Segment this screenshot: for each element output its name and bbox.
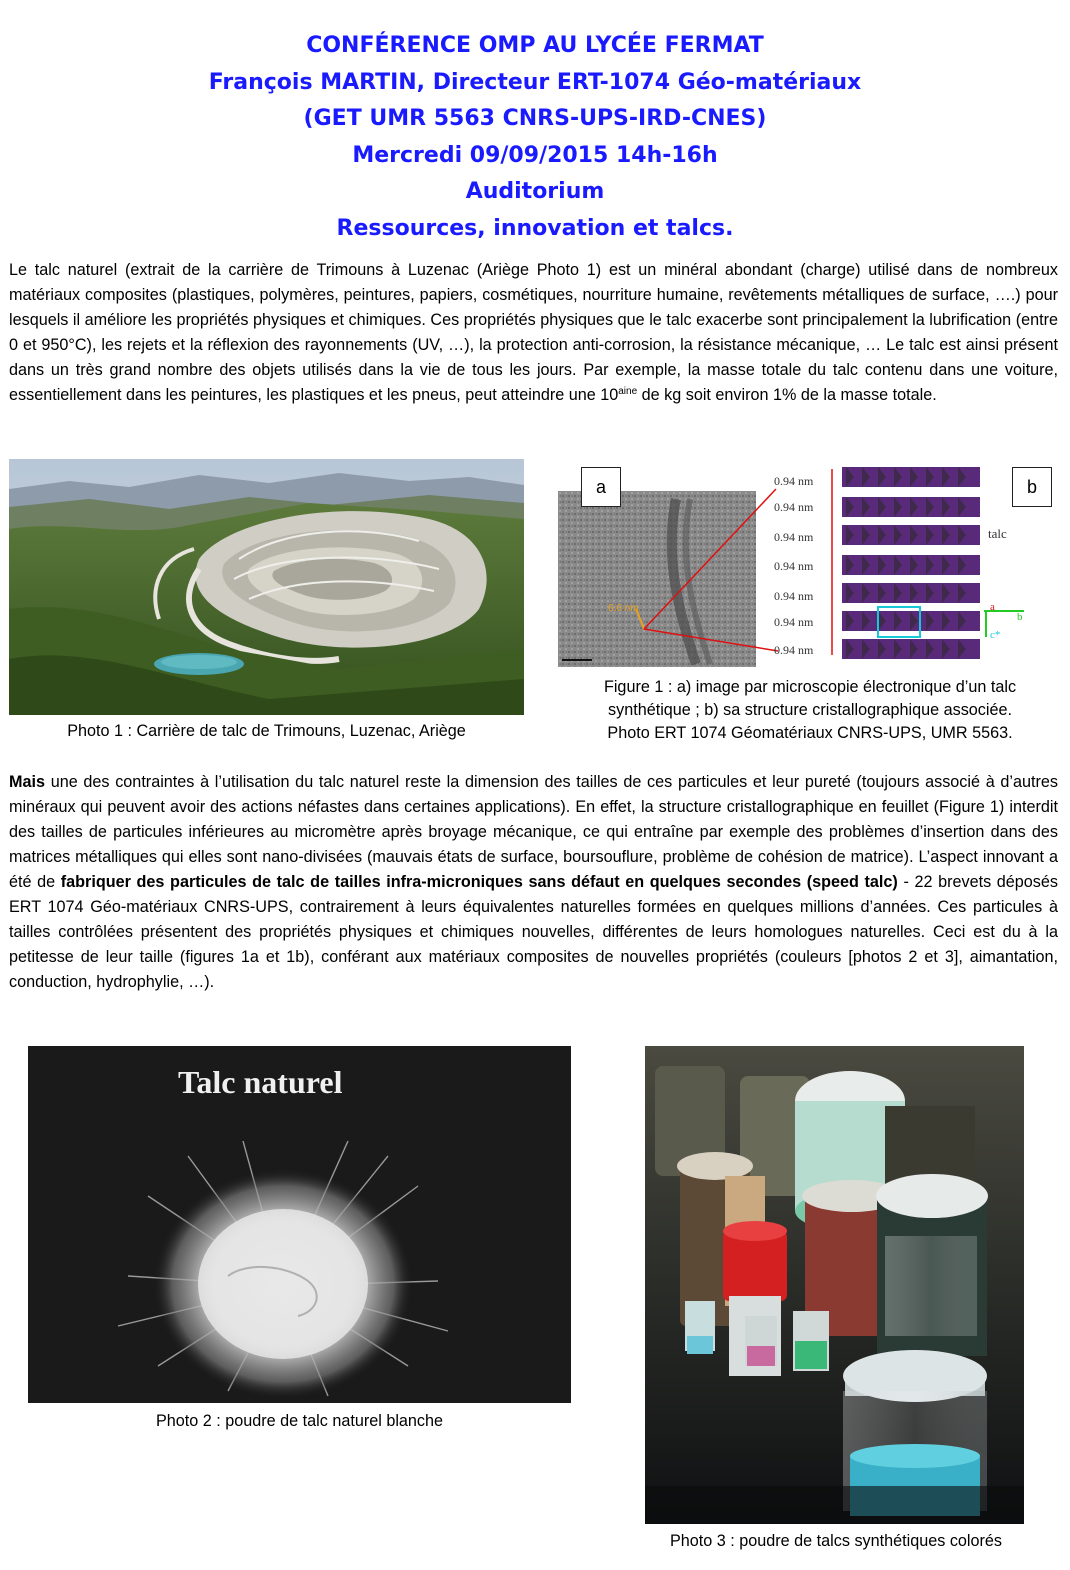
axis-label-b: b — [1017, 611, 1023, 623]
header-line-speaker: François MARTIN, Directeur ERT-1074 Géo-matériaux — [208, 69, 862, 95]
header-line-date: Mercredi 09/09/2015 14h-16h — [352, 142, 718, 168]
header-title-block — [0, 28, 1070, 247]
photo2-overlay-text: Talc naturel — [178, 1064, 343, 1100]
spacing-label-2: 0.94 nm — [774, 500, 814, 514]
photo-synthetic-talcs — [645, 1046, 1024, 1524]
figure1-label-b: b — [1012, 467, 1052, 507]
header-line-topic: Ressources, innovation et talcs. — [336, 215, 734, 241]
figure1-scale-label: 6.6 nm — [608, 603, 639, 614]
figure1-caption-line3: Photo ERT 1074 Géomatériaux CNRS-UPS, UMR 5563. — [607, 724, 1013, 742]
body-text-2: - 22 brevets déposés ERT 1074 Géo-matériaux CNRS-UPS, contrairement à leurs équivalentes naturelles formées en quelques millions d’années. Ces particules à tailles contrôlées présentent des propriétés physiques et chimiques nouvelles, différentes de leurs homologues naturelles. Ceci est du à la petitesse de leur taille (figures 1a et 1b), conférant aux matériaux composites de nouvelles propriétés (couleurs [photos 2 et 3], aimantation, conduction, hydrophylie, …). — [9, 873, 1058, 991]
spacing-label-5: 0.94 nm — [774, 589, 814, 603]
body-paragraph — [9, 770, 1058, 995]
intro-paragraph — [9, 258, 1058, 408]
axis-label-c: c* — [990, 629, 1001, 641]
spacing-label-3: 0.94 nm — [774, 530, 814, 544]
photo2-caption: Photo 2 : poudre de talc naturel blanche — [155, 1412, 444, 1430]
spacing-label-1: 0.94 nm — [774, 474, 814, 488]
body-bold-mid: fabriquer des particules de talc de tailles infra-microniques sans défaut en quelques secondes (speed talc) — [60, 873, 898, 891]
photo-natural-talc — [28, 1046, 571, 1403]
body-bold-start: Mais — [9, 773, 45, 791]
body-text-1: une des contraintes à l’utilisation du talc naturel reste la dimension des tailles de ces particules et leur pureté (toujours associé à d’autres minéraux qui peuvent avoir des actions néfastes dans certaines applications). En effet, la structure cristallographique en feuillet (Figure 1) interdit des tailles de particules inférieures au micromètre après broyage mécanique, ce qui entraîne par exemple des problèmes d’insertion dans des matrices métalliques qui elles sont nano-divisées (mauvais états de surface, boursouflure, problème de cohésion de matrice). L’aspect innovant a été de — [9, 773, 1058, 891]
figure1-caption — [556, 676, 1064, 745]
spacing-label-4: 0.94 nm — [774, 559, 814, 573]
axis-label-a: a — [990, 601, 995, 613]
photo3-caption: Photo 3 : poudre de talcs synthétiques colorés — [669, 1532, 1003, 1550]
figure1-talc-label: talc — [988, 526, 1007, 541]
photo1-caption: Photo 1 : Carrière de talc de Trimouns, Luzenac, Ariège — [67, 722, 466, 740]
spacing-label-7: 0.94 nm — [774, 643, 814, 657]
intro-text-a: Le talc naturel (extrait de la carrière de Trimouns à Luzenac (Ariège Photo 1) est un minéral abondant (charge) utilisé dans de nombreux matériaux composites (plastiques, polymères, peintures, papiers, cosmétiques, nourriture humaine, revêtements métalliques de surface, ….) pour lesquels il améliore les propriétés physiques et chimiques. Ces propriétés physiques que le talc exacerbe sont principalement la lubrification (entre 0 et 950°C), les rejets et la réflexion des rayonnements (UV, …), la protection anti-corrosion, la résistance mécanique, … Le talc est ainsi présent dans un très grand nombre des objets utilisés dans la vie de tous les jours. Par exemple, la masse totale du talc contenu dans une voiture, essentiellement dans les peintures, les plastiques et les pneus, peut atteindre une 10 — [9, 261, 1058, 404]
header-line-venue: Auditorium — [465, 179, 605, 204]
spacing-label-6: 0.94 nm — [774, 615, 814, 629]
figure1-label-a: a — [581, 467, 621, 507]
figure1-image — [556, 459, 1064, 667]
photo-quarry — [9, 459, 524, 715]
header-line-lab: (GET UMR 5563 CNRS-UPS-IRD-CNES) — [303, 106, 767, 131]
header-line-conference: CONFÉRENCE OMP AU LYCÉE FERMAT — [306, 33, 764, 58]
figure1-caption-line2: synthétique ; b) sa structure cristallographique associée. — [608, 701, 1012, 719]
figure1-caption-line1: Figure 1 : a) image par microscopie électronique d’un talc — [603, 678, 1017, 696]
intro-text-b: de kg soit environ 1% de la masse totale. — [637, 386, 937, 404]
intro-superscript: aine — [618, 386, 638, 397]
